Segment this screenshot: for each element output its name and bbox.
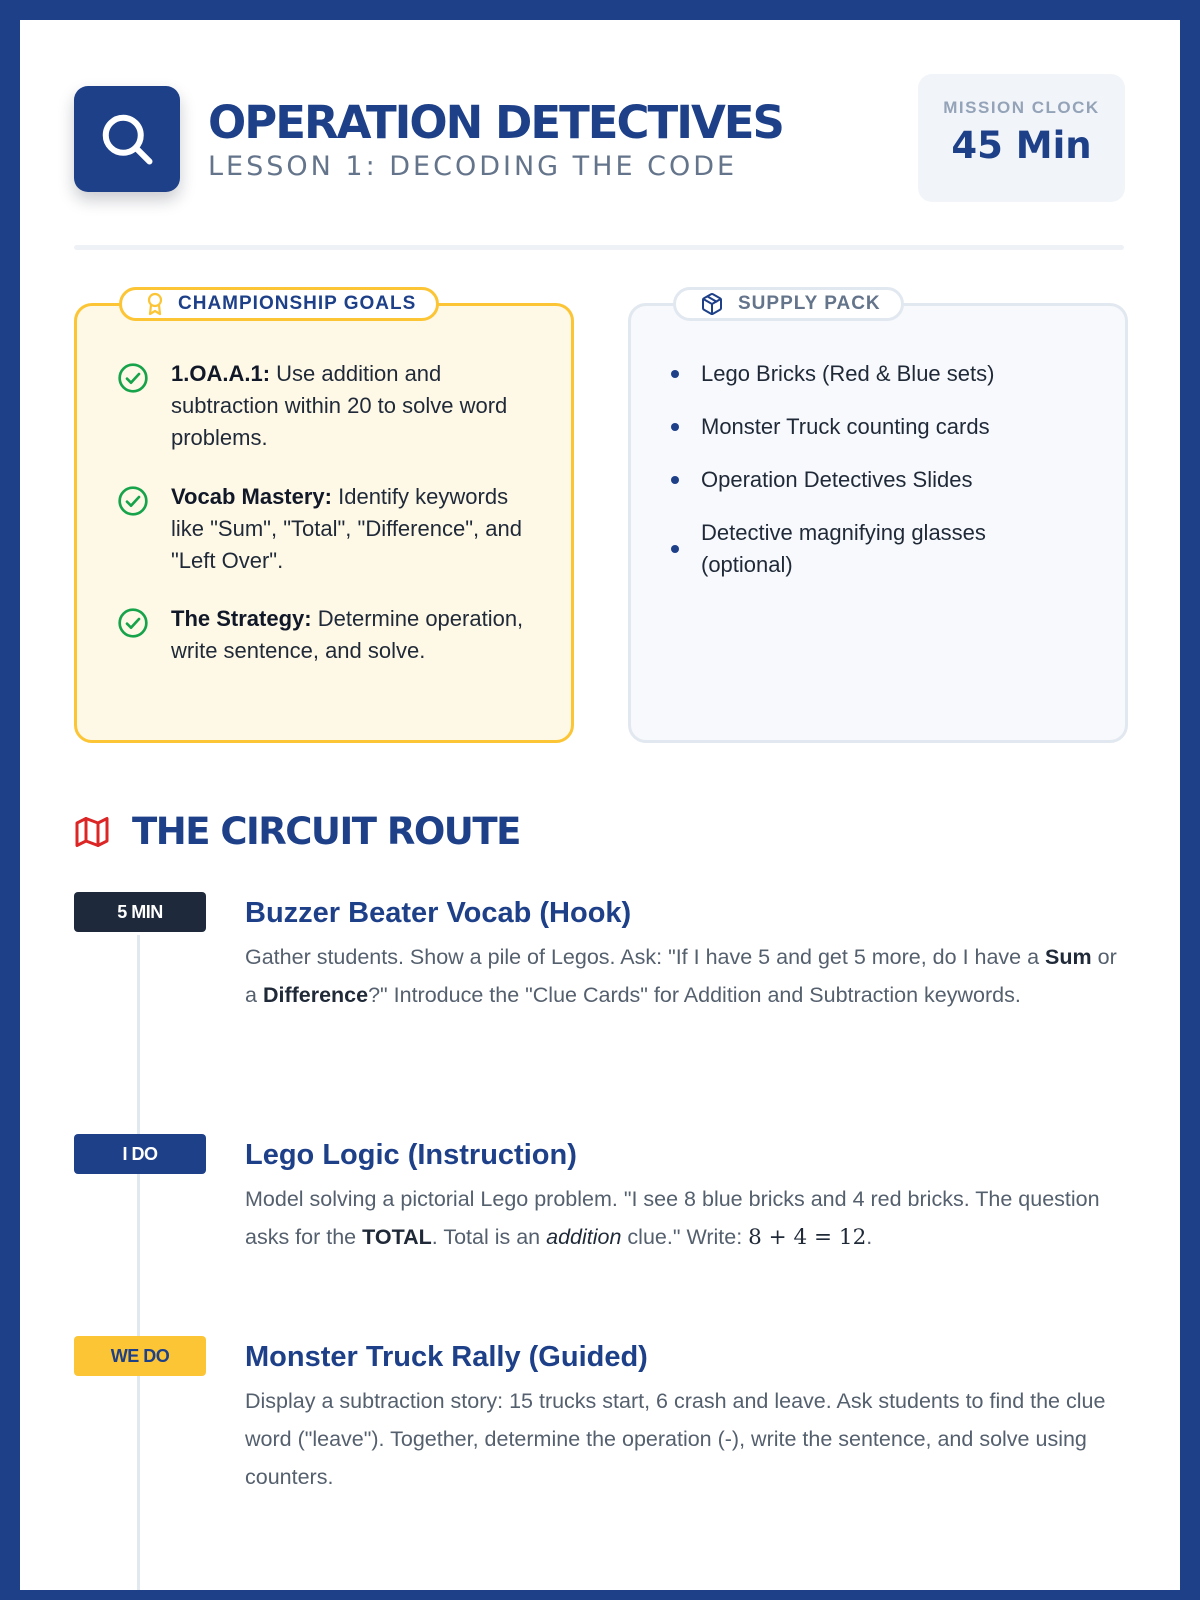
bullet — [671, 476, 679, 484]
step-badge-i-do: I DO — [74, 1134, 206, 1174]
goal-description: Determine operation, write sentence, and solve. — [171, 606, 524, 663]
step-title: Monster Truck Rally (Guided) — [245, 1341, 648, 1373]
step-title: Buzzer Beater Vocab (Hook) — [245, 897, 632, 929]
supply-pack-card — [628, 293, 1128, 743]
supply-card-tab — [673, 287, 904, 321]
goal-text — [171, 481, 537, 577]
check-circle-icon — [117, 362, 149, 394]
award-icon — [146, 292, 164, 316]
supply-item — [671, 411, 1091, 443]
supply-item — [671, 358, 1091, 390]
logo-badge — [74, 86, 180, 192]
desc-keyword: Sum — [1045, 945, 1092, 969]
goal-item — [117, 603, 537, 667]
package-icon — [700, 292, 724, 316]
desc-text: ?" Introduce the "Clue Cards" for Addition and Subtraction keywords. — [368, 983, 1021, 1007]
map-icon — [74, 814, 110, 850]
step-badge-time: 5 MIN — [74, 892, 206, 932]
search-icon — [97, 109, 157, 169]
desc-text: or a — [245, 945, 1117, 1007]
goal-label: The Strategy: — [171, 606, 312, 631]
supply-heading: SUPPLY PACK — [738, 293, 881, 314]
supply-item — [671, 464, 1091, 496]
timeline-line — [137, 935, 140, 1590]
desc-text: Model solving a pictorial Lego problem. "I see 8 blue bricks and 4 red bricks. The question asks for the — [245, 1187, 1100, 1249]
math-equation: 8 + 4 = 12 — [748, 1225, 867, 1250]
mission-clock — [918, 74, 1125, 202]
desc-text: . — [866, 1225, 873, 1249]
supply-text: Detective magnifying glasses (optional) — [701, 520, 986, 577]
step-description — [245, 1382, 1125, 1496]
goal-description: Use addition and subtraction within 20 to solve word problems. — [171, 361, 508, 450]
route-heading — [74, 810, 520, 853]
goals-card-tab — [119, 287, 439, 321]
desc-text: . Total is an — [431, 1225, 547, 1249]
goal-text — [171, 603, 537, 667]
goal-item — [117, 358, 537, 454]
goals-heading: CHAMPIONSHIP GOALS — [178, 293, 417, 314]
desc-text: Gather students. Show a pile of Legos. Ask: "If I have 5 and get 5 more, do I have a — [245, 945, 1046, 969]
lesson-plan-sheet — [20, 20, 1180, 1590]
header-divider — [74, 245, 1124, 250]
supply-text: Operation Detectives Slides — [701, 467, 973, 492]
supply-item — [671, 517, 1031, 581]
bullet — [671, 370, 679, 378]
step-title: Lego Logic (Instruction) — [245, 1139, 577, 1171]
championship-goals-card — [74, 293, 574, 743]
check-circle-icon — [117, 485, 149, 517]
mission-clock-label: MISSION CLOCK — [943, 98, 1100, 117]
desc-text: Display a subtraction story: 15 trucks start, 6 crash and leave. Ask students to find the clue word ("leave"). Together, determine the operation (-), write the sentence, and solve using counters. — [245, 1389, 1106, 1489]
desc-emphasis: addition — [546, 1225, 622, 1249]
supply-text: Monster Truck counting cards — [701, 414, 990, 439]
step-badge-we-do: WE DO — [74, 1336, 206, 1376]
route-title: THE CIRCUIT ROUTE — [132, 810, 520, 853]
goal-item — [117, 481, 537, 577]
goal-description: Identify keywords like "Sum", "Total", "Difference", and "Left Over". — [171, 484, 522, 573]
lesson-subtitle: LESSON 1: DECODING THE CODE — [208, 151, 738, 182]
desc-text: clue." Write: — [621, 1225, 749, 1249]
desc-keyword: Difference — [262, 983, 369, 1007]
step-description — [245, 1180, 1125, 1257]
goal-label: Vocab Mastery: — [171, 484, 332, 509]
mission-clock-value: 45 Min — [951, 124, 1092, 167]
bullet — [671, 423, 679, 431]
check-circle-icon — [117, 607, 149, 639]
desc-keyword: TOTAL — [362, 1225, 432, 1249]
bullet — [671, 545, 679, 553]
goal-text — [171, 358, 537, 454]
goal-label: 1.OA.A.1: — [171, 361, 271, 386]
page-title: OPERATION DETECTIVES — [208, 96, 783, 149]
step-description — [245, 938, 1125, 1014]
supply-text: Lego Bricks (Red & Blue sets) — [701, 361, 995, 386]
